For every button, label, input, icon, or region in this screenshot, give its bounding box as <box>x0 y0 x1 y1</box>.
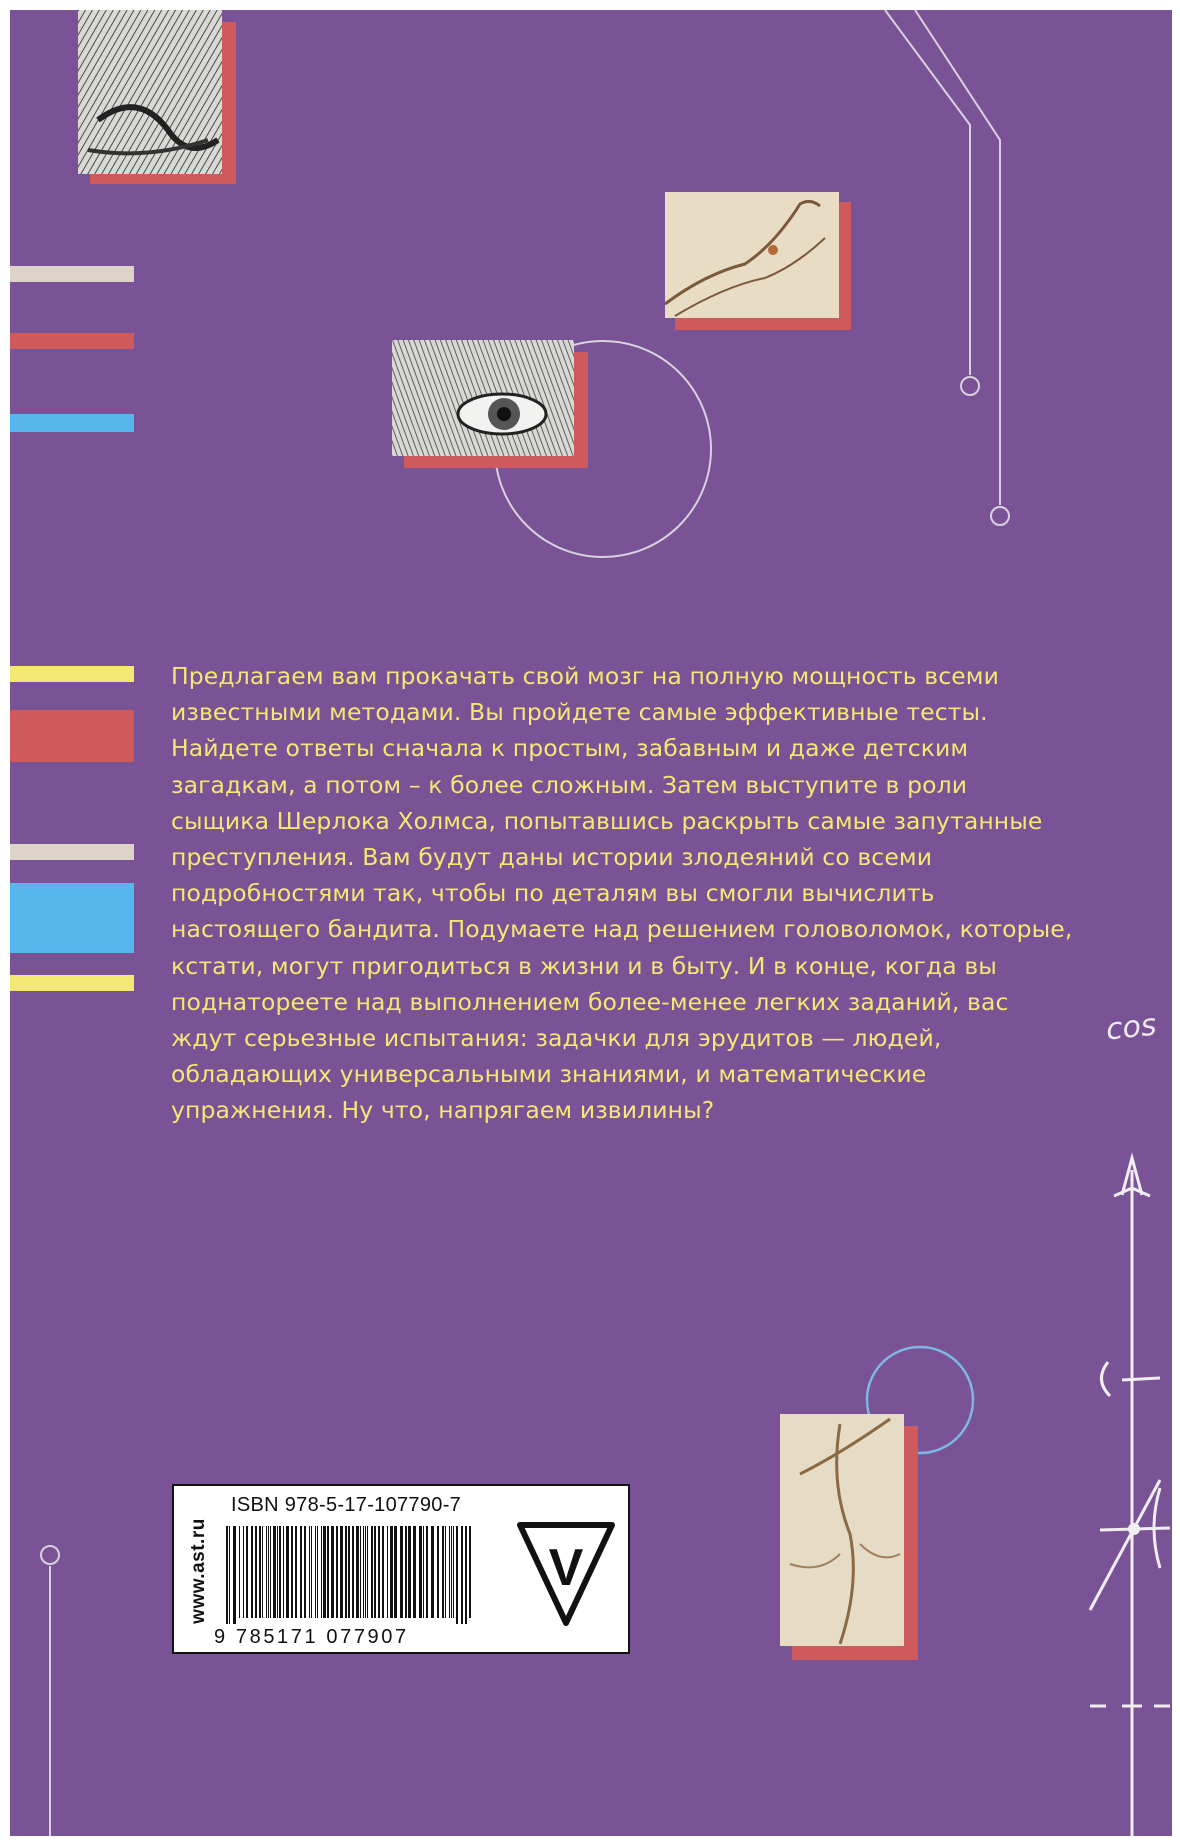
barcode-bar <box>283 1526 284 1618</box>
barcode-bar <box>382 1526 384 1618</box>
barcode-bar <box>442 1526 444 1618</box>
description-text <box>171 658 1071 1129</box>
barcode-bar <box>378 1526 380 1618</box>
handwritten-cos: cos <box>1104 1007 1159 1048</box>
color-bar-cream <box>10 266 134 282</box>
barcode-bar <box>277 1526 278 1618</box>
barcode-bar <box>456 1526 458 1624</box>
barcode-bar <box>453 1526 454 1618</box>
age-rating-triangle <box>516 1519 616 1629</box>
barcode-bar <box>352 1526 354 1618</box>
barcode-bar <box>394 1526 397 1618</box>
barcode-bar <box>239 1526 240 1618</box>
barcode-bar <box>419 1526 422 1618</box>
color-bar-cream <box>10 844 134 860</box>
barcode-bar <box>390 1526 393 1618</box>
barcode-bar <box>405 1526 407 1618</box>
barcode-bar <box>449 1526 450 1618</box>
color-bar-yellow <box>10 666 134 682</box>
barcode-bar <box>400 1526 403 1618</box>
barcode-bar <box>426 1526 428 1618</box>
barcode-bar <box>365 1526 366 1618</box>
barcode-bar <box>226 1526 228 1624</box>
barcode-bar <box>363 1526 364 1618</box>
barcode-bar <box>469 1526 471 1618</box>
barcode-bar <box>327 1526 329 1618</box>
sketch-anatomy-image <box>780 1414 918 1660</box>
barcode-bar <box>465 1526 467 1624</box>
description-line: преступления. Вам будут даны истории злодеяний со всеми <box>171 843 933 872</box>
barcode-bar <box>273 1526 276 1618</box>
color-bar-yellow <box>10 975 134 991</box>
barcode-bar <box>295 1526 297 1618</box>
description-line: подробностями так, чтобы по деталям вы смогли вычислить <box>171 879 935 908</box>
description-line: Предлагаем вам прокачать свой мозг на полную мощность всеми <box>171 662 999 690</box>
description-line: кстати, могут пригодиться в жизни и в быту. И в конце, когда вы <box>171 951 997 980</box>
description-line: сыщика Шерлока Холмса, попытавшись раскрыть самые запутанные <box>171 806 1043 835</box>
barcode-bar <box>311 1526 312 1618</box>
sketch-hand-image <box>665 192 851 330</box>
barcode-bar <box>413 1526 416 1618</box>
barcode-bar <box>270 1526 271 1618</box>
barcode-bar <box>233 1526 236 1624</box>
barcode-bar <box>445 1526 446 1618</box>
barcode-bar <box>336 1526 338 1618</box>
barcode-bar <box>345 1526 347 1618</box>
ean-digits: 9 785171 077907 <box>214 1626 409 1648</box>
isbn-barcode-box <box>172 1484 630 1654</box>
barcode-bar <box>315 1526 316 1618</box>
barcode-bar <box>251 1526 253 1618</box>
barcode-bar <box>266 1526 267 1618</box>
barcode-bar <box>437 1526 439 1618</box>
barcode-bar <box>331 1526 334 1618</box>
book-back-cover <box>10 10 1172 1836</box>
barcode-bar <box>431 1526 434 1618</box>
color-bar-red <box>10 333 134 349</box>
color-bar-blue-wide <box>10 883 134 953</box>
description-line: загадкам, а потом – к более сложным. Затем выступите в роли <box>171 770 968 799</box>
barcode-bar <box>291 1526 293 1618</box>
barcode-bar <box>461 1526 463 1624</box>
barcode-bar <box>374 1526 376 1618</box>
barcode-bar <box>371 1526 373 1618</box>
barcode-image <box>226 1526 476 1624</box>
barcode-bar <box>229 1526 230 1624</box>
description-line: обладающих универсальными знаниями, и математические <box>171 1060 927 1089</box>
barcode-bar <box>360 1526 361 1618</box>
engraving-eye-image <box>392 340 588 468</box>
description-line: поднатореете над выполнением более-менее легких заданий, вас <box>171 987 1009 1016</box>
barcode-bar <box>304 1526 306 1618</box>
barcode-bar <box>309 1526 310 1618</box>
barcode-bar <box>317 1526 318 1618</box>
barcode-bar <box>367 1526 368 1618</box>
barcode-bar <box>286 1526 289 1618</box>
color-bar-blue <box>10 414 134 432</box>
description-line: ждут серьезные испытания: задачки для эрудитов — людей, <box>171 1024 942 1053</box>
barcode-bar <box>408 1526 411 1618</box>
color-bar-red-wide <box>10 710 134 762</box>
barcode-bar <box>340 1526 343 1618</box>
barcode-bar <box>321 1526 322 1618</box>
barcode-bar <box>451 1526 452 1618</box>
barcode-bar <box>348 1526 350 1618</box>
barcode-bar <box>300 1526 302 1618</box>
publisher-website: www.ast.ru <box>188 1518 209 1624</box>
barcode-bar <box>323 1526 326 1618</box>
barcode-bar <box>268 1526 269 1618</box>
description-line: Найдете ответы сначала к простым, забавным и даже детским <box>171 734 969 763</box>
barcode-bar <box>243 1526 244 1618</box>
barcode-bar <box>279 1526 281 1618</box>
description-line: известными методами. Вы пройдете самые эффективные тесты. <box>171 698 988 727</box>
barcode-bar <box>246 1526 248 1618</box>
barcode-bar <box>423 1526 424 1618</box>
barcode-bar <box>387 1526 388 1618</box>
barcode-bar <box>255 1526 257 1618</box>
barcode-bar <box>356 1526 359 1618</box>
description-line: настоящего бандита. Подумаете над решением головоломок, которые, <box>171 915 1073 944</box>
barcode-bar <box>259 1526 261 1618</box>
barcode-bar <box>262 1526 263 1618</box>
engraving-nose-image <box>78 10 236 184</box>
age-rating-letter: V <box>548 1539 584 1597</box>
description-line: упражнения. Ну что, напрягаем извилины? <box>171 1096 715 1125</box>
isbn-number: ISBN 978-5-17-107790-7 <box>231 1494 462 1516</box>
